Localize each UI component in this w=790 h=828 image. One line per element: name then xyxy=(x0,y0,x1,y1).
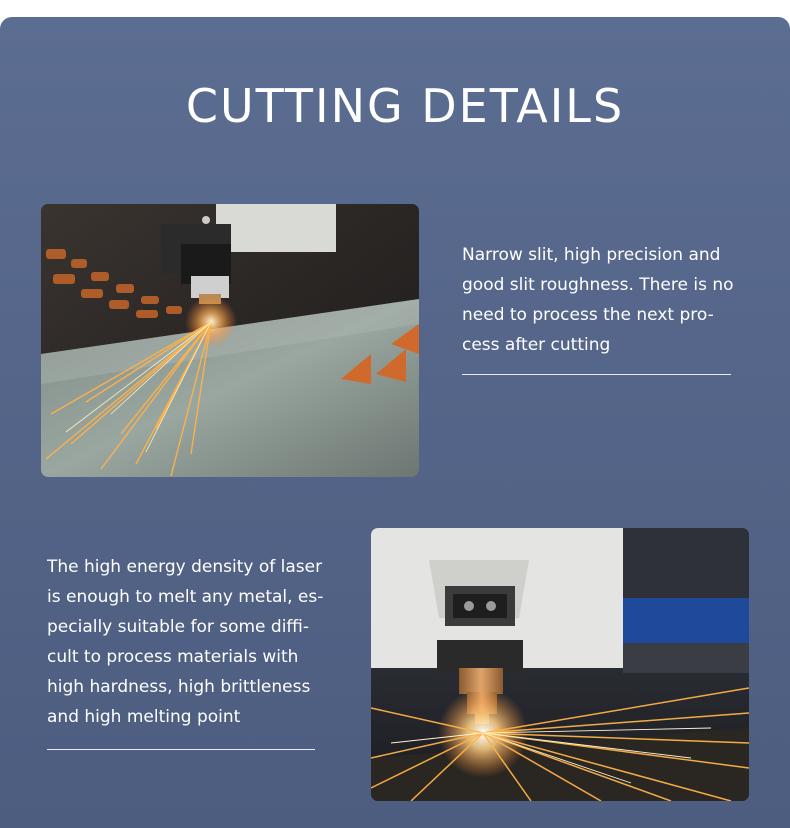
feature-2-line: high hardness, high brittleness xyxy=(47,677,311,697)
feature-1-line: good slit roughness. There is no xyxy=(462,275,734,295)
feature-2-divider xyxy=(47,749,315,750)
feature-1-line: cess after cutting xyxy=(462,335,611,355)
feature-1-divider xyxy=(462,374,731,375)
feature-2-description xyxy=(47,552,337,732)
cutting-details-panel xyxy=(0,17,790,828)
feature-2-line: is enough to melt any metal, es- xyxy=(47,587,324,607)
feature-1-line: need to process the next pro- xyxy=(462,305,714,325)
feature-1-description xyxy=(462,240,752,360)
feature-2-line: and high melting point xyxy=(47,707,241,727)
feature-2-line: The high energy density of laser xyxy=(47,557,323,577)
laser-cutting-sheet-photo xyxy=(41,204,419,477)
feature-1-line: Narrow slit, high precision and xyxy=(462,245,721,265)
section-title: CUTTING DETAILS xyxy=(185,79,625,133)
feature-2-line: pecially suitable for some diffi- xyxy=(47,617,310,637)
laser-cutting-head-photo xyxy=(371,528,749,801)
feature-2-line: cult to process materials with xyxy=(47,647,299,667)
